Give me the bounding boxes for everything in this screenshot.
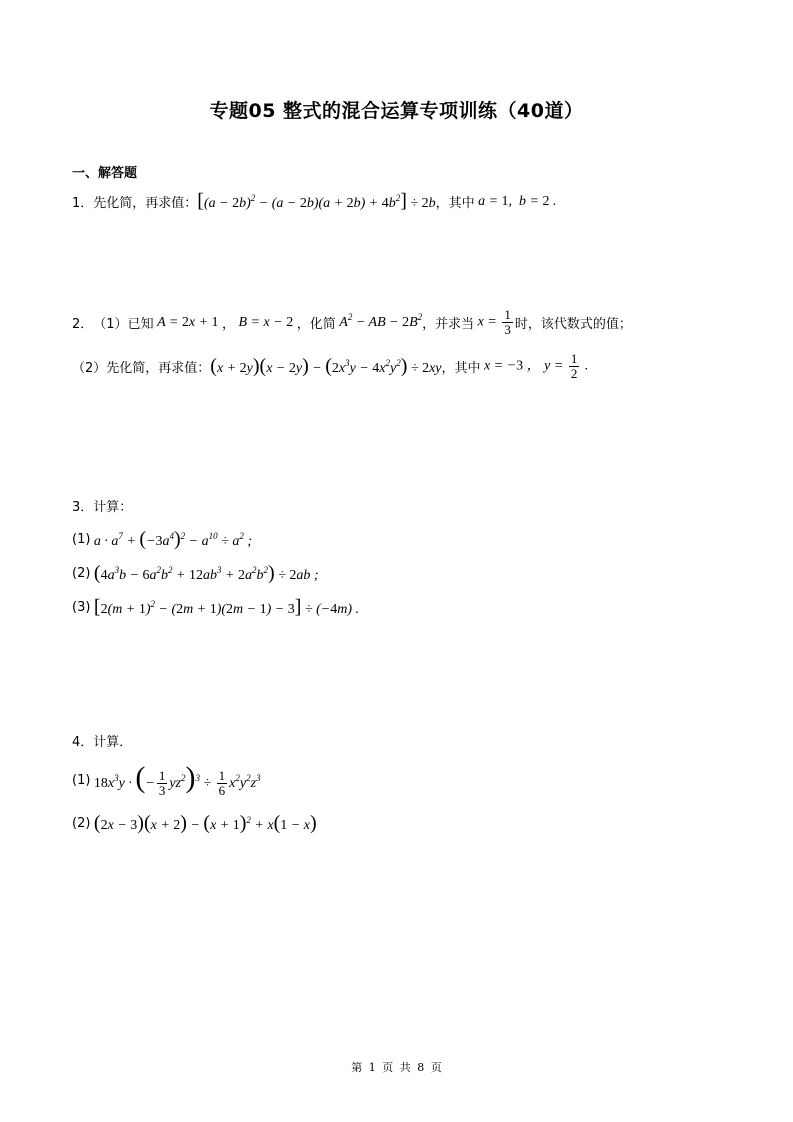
- question-3-item-1: [72, 528, 252, 551]
- item-label: (2): [72, 816, 91, 831]
- math-expression: $a \cdot a^7 + (-3a^4)^2 - a^{10} \div a^2$ ;: [93, 528, 252, 550]
- question-number: 4．: [72, 735, 94, 750]
- condition-label: ，其中: [435, 196, 475, 211]
- question-number: 3．: [72, 500, 94, 515]
- page-title: 专题05 整式的混合运算专项训练（40道）: [209, 100, 584, 122]
- comma: ，: [296, 317, 310, 332]
- question-text: 已知: [127, 317, 154, 332]
- item-label: (3): [72, 600, 91, 615]
- question-text: 时，该代数式的值；: [514, 317, 632, 332]
- question-prompt: 计算．: [93, 735, 133, 750]
- question-prompt: 计算：: [93, 500, 133, 515]
- item-label: (2): [72, 566, 91, 581]
- question-text: 化简: [309, 317, 336, 332]
- item-label: (1): [72, 773, 91, 789]
- math-expression: $A^2$ − AB − $2B^2$: [339, 311, 423, 330]
- question-4-item-2: [72, 812, 317, 835]
- question-4-item-1: [72, 763, 261, 798]
- math-expression: $(2x - 3)(x + 2) - (x + 1)^2 + x(1 - x)$: [93, 812, 317, 834]
- question-4: [72, 731, 132, 750]
- question-2-part-2: [72, 352, 588, 381]
- math-expression: $(x + 2y)(x - 2y) - (2x^3y - 4x^2y^2) \div 2xy$: [210, 355, 442, 377]
- item-label: (1): [72, 532, 91, 547]
- question-3-item-2: [72, 562, 318, 585]
- math-expression: $18x^3y$ · (− $\frac{1}{3}$ $yz^2)^3$ ÷ $\frac{1}{6}$ $x^2y^2z^3$: [93, 761, 261, 799]
- math-expression: x = $\frac{1}{3}$: [477, 307, 511, 337]
- math-expression: B = x − 2: [238, 314, 294, 330]
- comma: ，: [222, 317, 236, 332]
- math-expression: A = 2x + 1: [157, 314, 219, 330]
- question-text: ，并求当: [422, 317, 475, 332]
- question-text: ，其中: [441, 361, 481, 376]
- question-3: [72, 496, 132, 515]
- question-1: [72, 190, 557, 213]
- part-label: （1）: [93, 317, 128, 332]
- question-prompt: 先化简，再求值：: [93, 196, 198, 211]
- page-footer: 第 1 页 共 8 页: [351, 1061, 442, 1074]
- question-number: 2．: [72, 317, 94, 332]
- question-2-part-1: [72, 308, 632, 337]
- question-text: 先化简，再求值：: [106, 361, 211, 376]
- condition-values: a = 1, b = 2 .: [478, 193, 557, 209]
- math-expression: $[2(m + 1)^2 - (2m + 1)(2m - 1) - 3] \div (-4m)$ .: [93, 596, 359, 618]
- question-3-item-3: [72, 596, 359, 619]
- section-heading: 一、解答题: [72, 166, 138, 181]
- math-expression: $(4a^3b - 6a^2b^2 + 12ab^3 + 2a^2b^2) \div 2ab$ ;: [93, 562, 319, 584]
- question-number: 1．: [72, 196, 94, 211]
- part-label: （2）: [72, 361, 107, 376]
- math-expression: $[(a - 2b)^2 - (a - 2b)(a + 2b) + 4b^2] \div 2b$: [197, 190, 436, 212]
- condition-values: x = −3 ， y = $\frac{1}{2}$ .: [484, 351, 589, 381]
